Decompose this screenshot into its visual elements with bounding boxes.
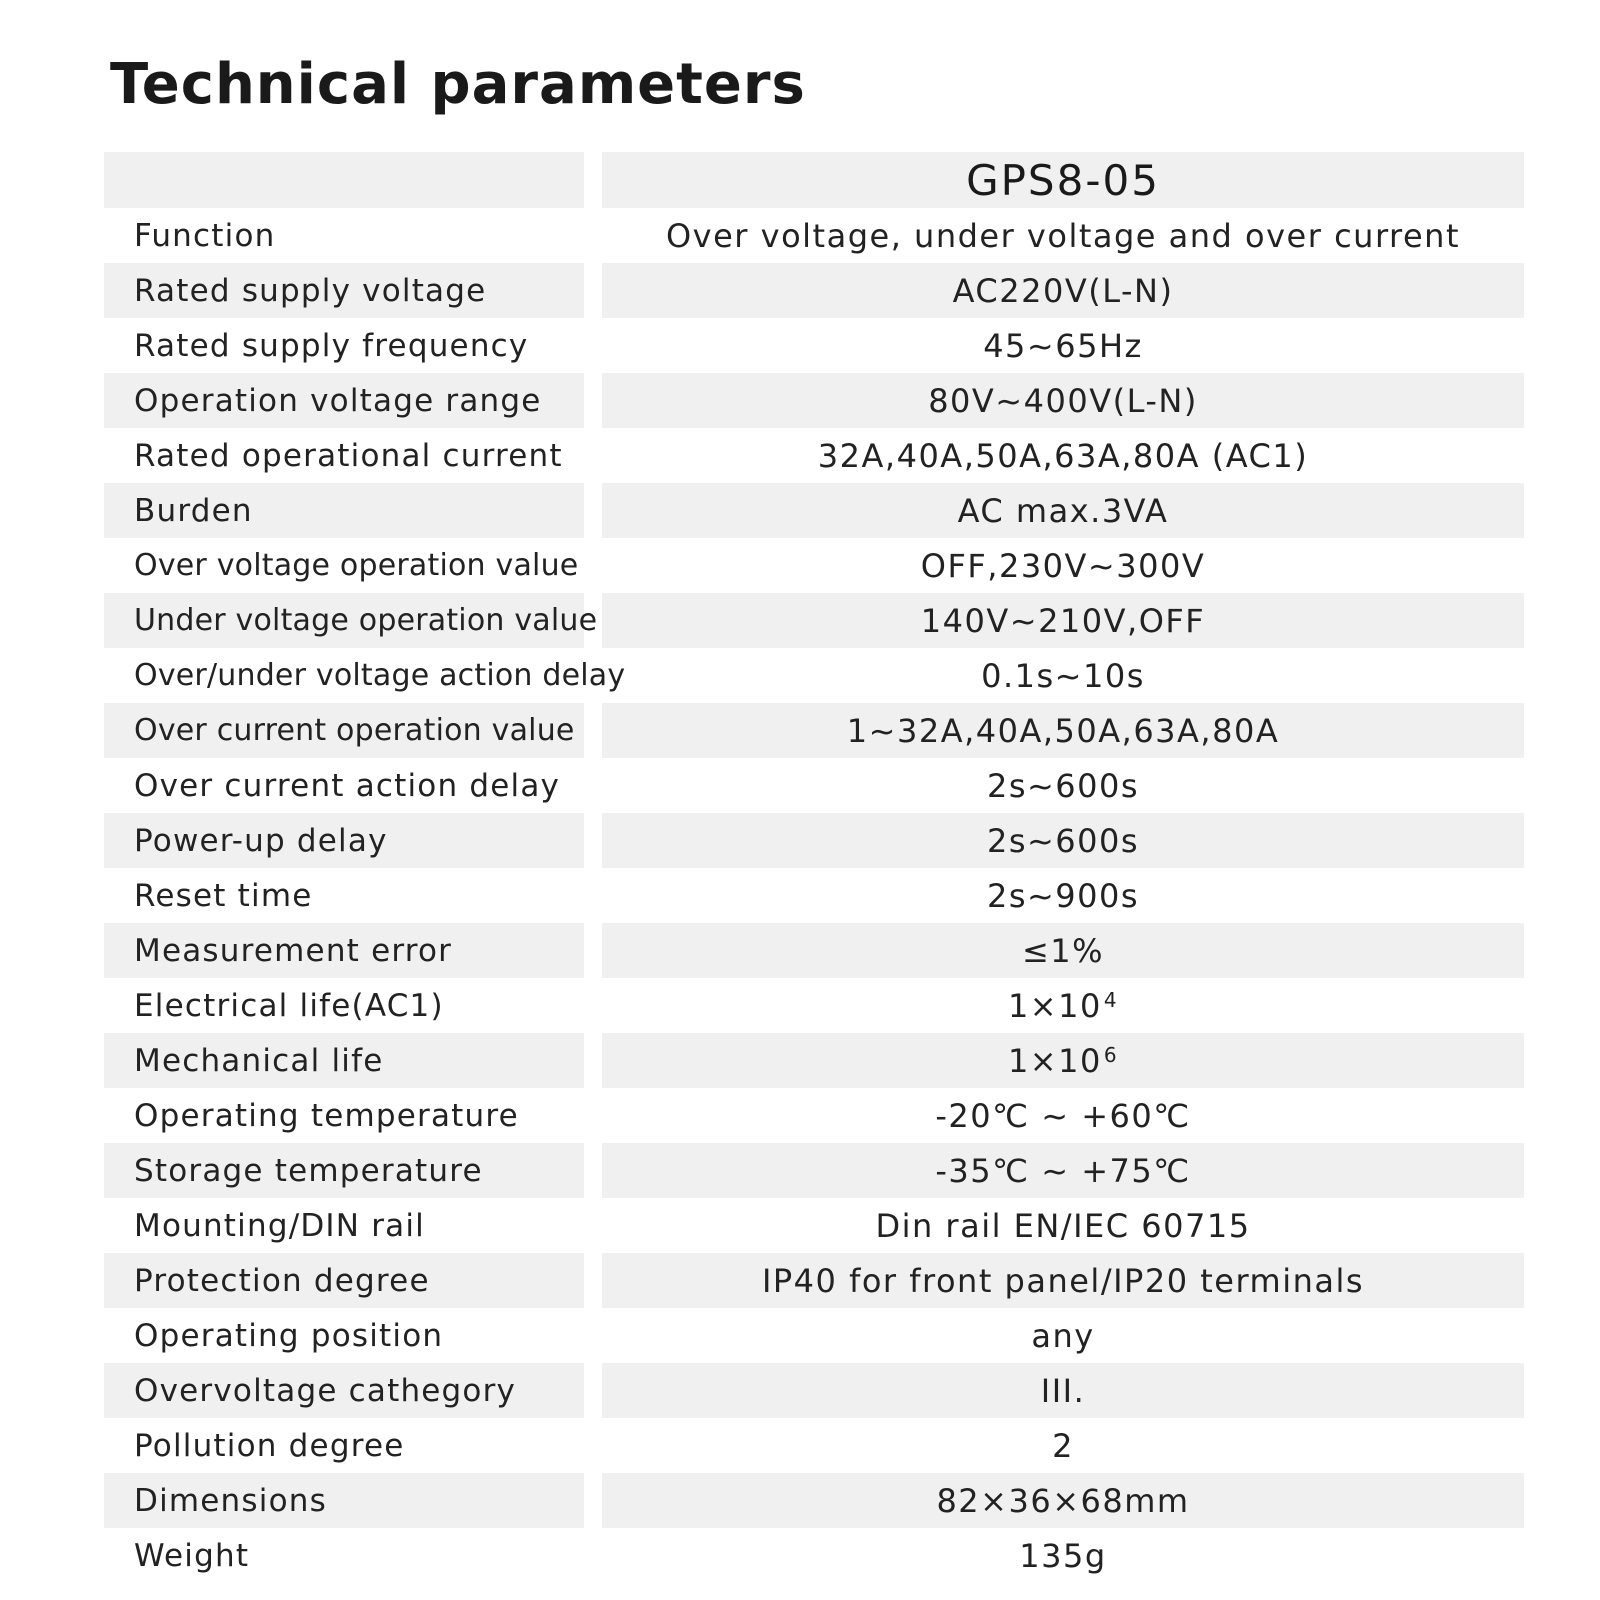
table-row [104,1418,1524,1473]
table-row [104,593,1524,648]
table-row [104,1528,1524,1583]
param-value: 2 [1052,1426,1074,1465]
table-row [104,758,1524,813]
param-label: Operating position [134,1317,444,1354]
param-label: Pollution degree [134,1427,405,1464]
param-value: OFF,230V~300V [920,546,1206,585]
table-row [104,1308,1524,1363]
table-row [104,703,1524,758]
param-value: 2s~600s [986,766,1140,805]
table-row [104,1033,1524,1088]
table-row [104,978,1524,1033]
table-row [104,1198,1524,1253]
value-exponent: 6 [1103,1042,1119,1067]
param-label: Over current action delay [134,767,561,804]
table-row [104,1253,1524,1308]
table-row [104,263,1524,318]
param-label: Operating temperature [134,1097,519,1134]
technical-parameters-table [104,152,1524,1583]
header-label-cell [104,152,584,208]
param-label: Dimensions [104,1473,584,1528]
param-value: -35℃ ~ +75℃ [602,1143,1524,1198]
param-value: 1~32A,40A,50A,63A,80A [602,703,1524,758]
param-label: Mounting/DIN rail [134,1207,425,1244]
param-value: -20℃ ~ +60℃ [935,1096,1191,1135]
param-label: Overvoltage cathegory [104,1363,584,1418]
table-header-row [104,152,1524,208]
param-label: Under voltage operation value [104,593,584,648]
param-label: Weight [134,1537,250,1574]
table-row [104,868,1524,923]
param-value: Over voltage, under voltage and over current [665,216,1460,255]
param-label: Operation voltage range [104,373,584,428]
table-row [104,1143,1524,1198]
param-value: 2s~600s [602,813,1524,868]
param-label: Electrical life(AC1) [134,987,444,1024]
param-value: IP40 for front panel/IP20 terminals [602,1253,1524,1308]
param-value: 2s~900s [986,876,1140,915]
param-label: Storage temperature [104,1143,584,1198]
value-exponent: 4 [1103,987,1119,1012]
table-row [104,428,1524,483]
param-value: 80V~400V(L-N) [602,373,1524,428]
table-row [104,373,1524,428]
param-label: Rated supply frequency [134,327,529,364]
param-label: Over/under voltage action delay [134,658,626,693]
param-value: 135g [1019,1536,1107,1575]
param-label: Power-up delay [104,813,584,868]
page-title: Technical parameters [110,52,806,117]
table-row [104,208,1524,263]
param-label: Burden [104,483,584,538]
table-row [104,648,1524,703]
param-label: Rated operational current [134,437,563,474]
table-row [104,538,1524,593]
value-base: 1×10 [1007,986,1102,1025]
param-value: Din rail EN/IEC 60715 [875,1206,1251,1245]
table-row [104,923,1524,978]
table-row [104,1363,1524,1418]
param-label: Mechanical life [104,1033,584,1088]
param-label: Function [134,217,276,254]
param-value: AC220V(L-N) [602,263,1524,318]
param-label: Rated supply voltage [104,263,584,318]
param-value [602,978,1524,1033]
table-row [104,318,1524,373]
param-label: Over voltage operation value [134,548,579,583]
param-value: 82×36×68mm [602,1473,1524,1528]
param-value [602,1033,1524,1088]
table-row [104,813,1524,868]
param-value: any [1031,1316,1095,1355]
value-base: 1×10 [1007,1041,1102,1080]
param-value: III. [602,1363,1524,1418]
param-label: Over current operation value [104,703,584,758]
param-value: 45~65Hz [983,326,1143,365]
param-value: AC max.3VA [602,483,1524,538]
param-label: Measurement error [104,923,584,978]
param-value: 0.1s~10s [981,656,1145,695]
table-row [104,1088,1524,1143]
table-row [104,1473,1524,1528]
model-name: GPS8-05 [602,152,1524,208]
param-label: Reset time [134,877,313,914]
param-value: ≤1% [602,923,1524,978]
param-value: 32A,40A,50A,63A,80A (AC1) [817,436,1309,475]
param-value: 140V~210V,OFF [602,593,1524,648]
param-label: Protection degree [104,1253,584,1308]
table-row [104,483,1524,538]
